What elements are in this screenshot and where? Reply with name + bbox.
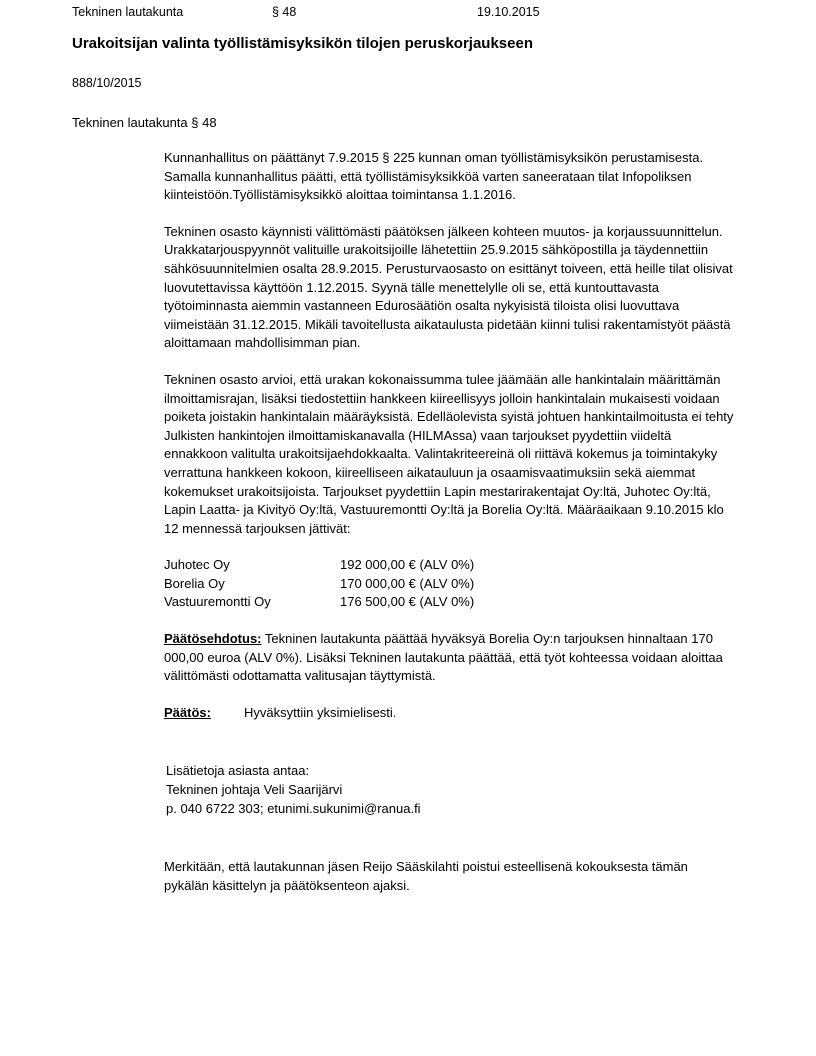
- bid-list: [164, 556, 734, 612]
- contact-line-3: p. 040 6722 303; etunimi.sukunimi@ranua.fi: [166, 800, 421, 816]
- body-paragraph-1: Kunnanhallitus on päättänyt 7.9.2015 § 225 kunnan oman työllistämisyksikön perustamisesta. Samalla kunnanhallitus päätti, että työllistämisyksikköä varten saneerataan tilat Infopoliksen kiinteistöön.Työllistämisyksikkö aloittaa toimintansa 1.1.2016.: [164, 150, 704, 203]
- closing-note: Merkitään, että lautakunnan jäsen Reijo Sääskilahti poistui esteellisenä kokouksesta tämän pykälän käsittelyn ja päätöksenteon ajaksi.: [164, 859, 688, 893]
- document-body: [164, 149, 734, 895]
- list-item: [164, 556, 734, 575]
- decision-label: Päätös:: [164, 704, 211, 720]
- page-title: Urakoitsijan valinta työllistämisyksikön tilojen peruskorjaukseen: [72, 35, 534, 52]
- section-subheading: Tekninen lautakunta § 48: [72, 115, 217, 130]
- spacer: [164, 740, 734, 762]
- bidder-name: Borelia Oy: [164, 575, 225, 591]
- decision-row: [164, 704, 734, 723]
- proposal-paragraph: [164, 630, 734, 686]
- record-id: 888/10/2015: [72, 76, 142, 90]
- contact-block: [164, 762, 734, 818]
- decision-text: Hyväksyttiin yksimielisesti.: [244, 704, 397, 720]
- contact-line-2: Tekninen johtaja Veli Saarijärvi: [166, 782, 343, 798]
- header-section-number: § 48: [272, 5, 297, 19]
- page-header: [72, 4, 756, 20]
- list-item: [164, 575, 734, 594]
- bid-amount: 192 000,00 € (ALV 0%): [340, 557, 475, 573]
- list-item: [164, 593, 734, 612]
- header-organization: Tekninen lautakunta: [72, 5, 184, 19]
- header-date: 19.10.2015: [477, 5, 540, 19]
- body-paragraph-2: Tekninen osasto käynnisti välittömästi päätöksen jälkeen kohteen muutos- ja korjaussuunnittelun. Urakkatarjouspyynnöt valituille urakoitsijoille lähetettiin 25.9.2015 sähköpostilla ja täydennettiin sähkösuunnitelmien osalta 28.9.2015. Perusturvaosasto on esittänyt toiveen, että heille tilat olisivat luovutettavissa käyttöön 1.12.2015. Syynä tälle menettelylle oli se, että kuntouttavasta työtoiminnasta aiemmin vastanneen Edurosäätiön osalta nykyisistä tiloista olisi luovuttava viimeistään 31.12.2015. Mikäli tavoitellusta aikataulusta pidetään kiinni tulisi rakentamistyöt päästä aloittamaan mahdollisimman pian.: [164, 223, 733, 351]
- bidder-name: Juhotec Oy: [164, 557, 230, 573]
- bid-amount: 170 000,00 € (ALV 0%): [340, 575, 475, 591]
- bid-amount: 176 500,00 € (ALV 0%): [340, 594, 475, 610]
- bidder-name: Vastuuremontti Oy: [164, 594, 271, 610]
- spacer: [164, 836, 734, 858]
- body-paragraph-3: Tekninen osasto arvioi, että urakan kokonaissumma tulee jäämään alle hankintalain määrittämän ilmoittamisrajan, lisäksi tiedostettiin hankkeen kiireellisyys jolloin hankintalain mukaisesti voidaan poiketa joistakin hankintalain määräyksistä. Edelläolevista syistä johtuen hankintailmoitusta ei tehty Julkisten hankintojen ilmoittamiskanavalla (HILMAssa) vaan tarjoukset pyydettiin viideltä ennakkoon valitulta urakoitsijaehdokkaalta. Valintakriteereinä oli riittävä kokemus ja toimintakyky verrattuna hankkeen kokoon, kiireelliseen aikatauluun ja osaamisvaatimuksiin sekä aiemmat kokemukset urakoitsijoista. Tarjoukset pyydettiin Lapin mestarirakentajat Oy:ltä, Juhotec Oy:ltä, Lapin Laatta- ja Kivityö Oy:ltä, Vastuuremontti Oy:ltä ja Borelia Oy:ltä. Määräaikaan 9.10.2015 klo 12 mennessä tarjouksen jättivät:: [164, 371, 734, 536]
- contact-line-1: Lisätietoja asiasta antaa:: [166, 763, 310, 779]
- proposal-text: Tekninen lautakunta päättää hyväksyä Borelia Oy:n tarjouksen hinnaltaan 170 000,00 euroa (ALV 0%). Lisäksi Tekninen lautakunta päättää, että työt kohteessa voidaan aloittaa välittömästi odottamatta valitusajan täyttymistä.: [164, 631, 723, 684]
- proposal-label: Päätösehdotus:: [164, 631, 262, 647]
